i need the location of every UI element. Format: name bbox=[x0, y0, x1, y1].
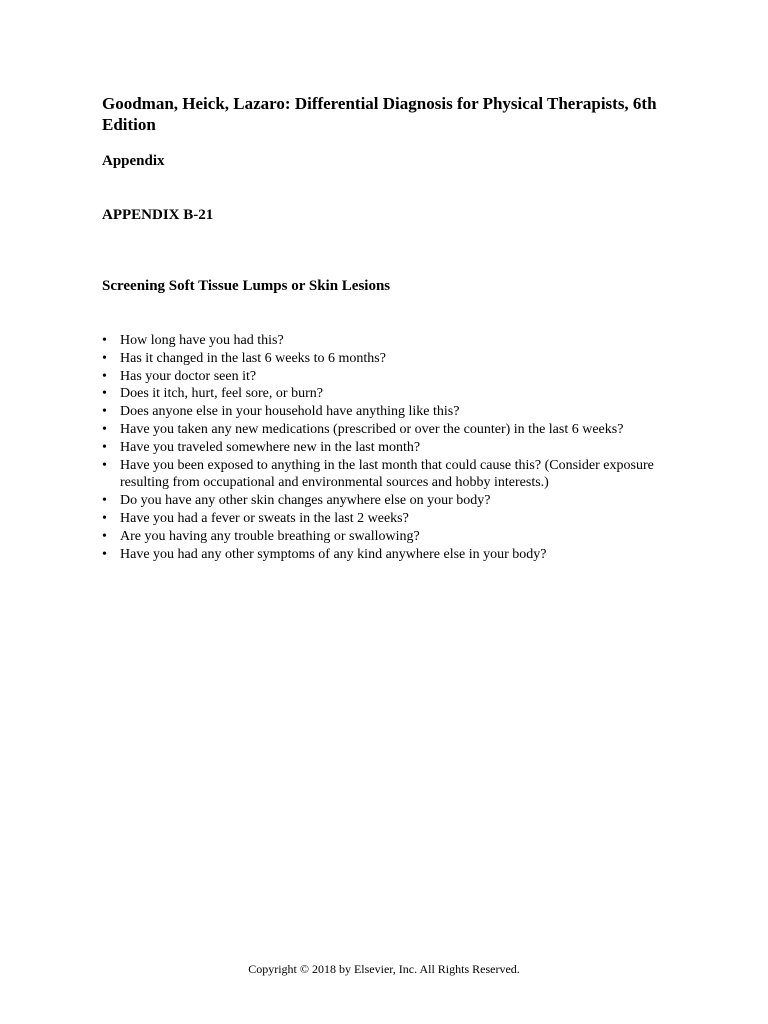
bullet-icon: • bbox=[102, 421, 107, 437]
list-item bbox=[102, 528, 702, 546]
section-label: Appendix bbox=[102, 153, 165, 169]
question-text: Has it changed in the last 6 weeks to 6 months? bbox=[120, 350, 386, 366]
bullet-icon: • bbox=[102, 510, 107, 526]
question-text: Are you having any trouble breathing or swallowing? bbox=[120, 528, 420, 544]
book-title: Goodman, Heick, Lazaro: Differential Diagnosis for Physical Therapists, 6th Edition bbox=[102, 94, 657, 134]
document-heading: Screening Soft Tissue Lumps or Skin Lesions bbox=[102, 278, 391, 294]
copyright-footer: Copyright © 2018 by Elsevier, Inc. All Rights Reserved. bbox=[248, 962, 520, 976]
appendix-id: APPENDIX B-21 bbox=[102, 207, 214, 223]
bullet-icon: • bbox=[102, 528, 107, 544]
question-text: Have you had a fever or sweats in the last 2 weeks? bbox=[120, 510, 409, 526]
bullet-icon: • bbox=[102, 404, 107, 420]
list-item bbox=[102, 385, 702, 403]
bullet-icon: • bbox=[102, 439, 107, 455]
list-item bbox=[102, 510, 702, 528]
question-text: Have you been exposed to anything in the last month that could cause this? (Consider exposure resulting from occupational and environmental sources and hobby interests.) bbox=[120, 457, 654, 491]
bullet-icon: • bbox=[102, 546, 107, 562]
question-text: Do you have any other skin changes anywhere else on your body? bbox=[120, 493, 491, 509]
list-item bbox=[102, 439, 702, 457]
list-item bbox=[102, 546, 702, 564]
list-item bbox=[102, 332, 702, 350]
question-text: Has your doctor seen it? bbox=[120, 368, 257, 384]
bullet-icon: • bbox=[102, 333, 107, 348]
bullet-icon: • bbox=[102, 350, 107, 366]
question-text: Have you had any other symptoms of any kind anywhere else in your body? bbox=[120, 546, 547, 562]
question-text: Have you traveled somewhere new in the last month? bbox=[120, 439, 421, 455]
question-text: Does anyone else in your household have anything like this? bbox=[120, 404, 460, 420]
question-text: Have you taken any new medications (prescribed or over the counter) in the last 6 weeks? bbox=[120, 421, 624, 437]
bullet-icon: • bbox=[102, 386, 107, 402]
list-item bbox=[102, 368, 702, 386]
question-text: How long have you had this? bbox=[120, 333, 284, 348]
list-item bbox=[102, 421, 702, 439]
list-item bbox=[102, 403, 702, 421]
bullet-icon: • bbox=[102, 457, 107, 473]
bullet-icon: • bbox=[102, 368, 107, 384]
list-item bbox=[102, 457, 702, 493]
question-text: Does it itch, hurt, feel sore, or burn? bbox=[120, 386, 323, 402]
list-item bbox=[102, 350, 702, 368]
bullet-icon: • bbox=[102, 493, 107, 509]
list-item bbox=[102, 492, 702, 510]
screening-question-list bbox=[102, 332, 702, 563]
